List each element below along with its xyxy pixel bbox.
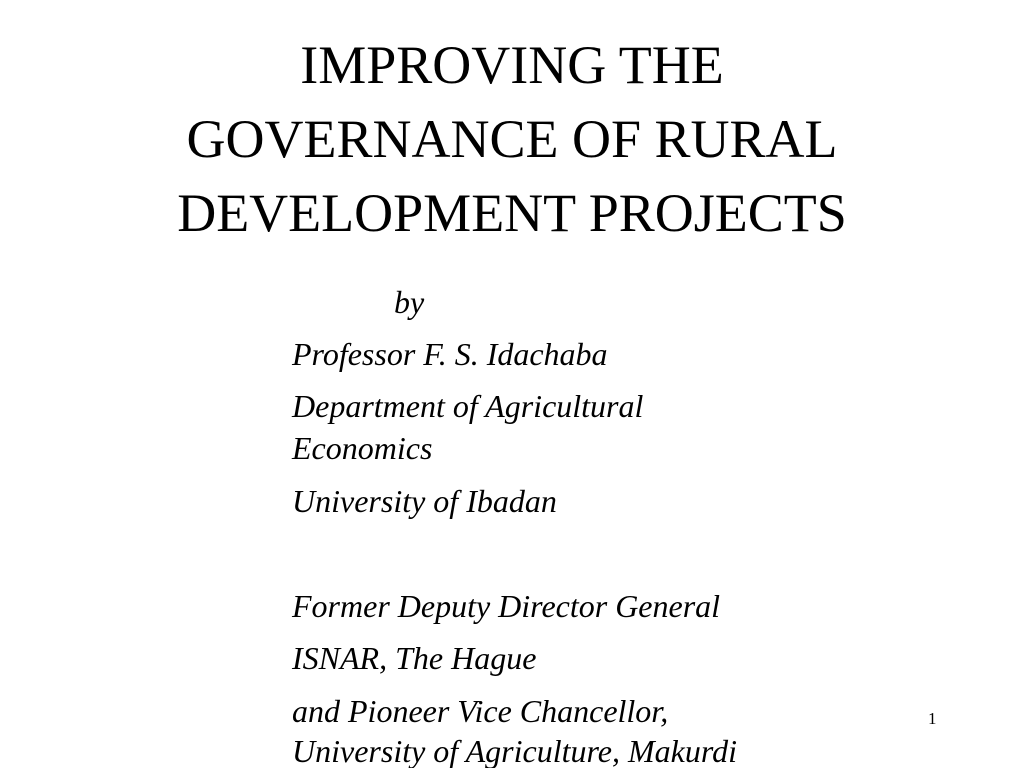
author-pioneer-line-1: and Pioneer Vice Chancellor, xyxy=(292,693,669,729)
author-name: Professor F. S. Idachaba xyxy=(292,336,608,372)
title-line-2: GOVERNANCE OF RURAL xyxy=(186,109,838,169)
author-department-line-2: Economics xyxy=(292,430,433,466)
title-line-3: DEVELOPMENT PROJECTS xyxy=(177,183,847,243)
title-line-1: IMPROVING THE xyxy=(300,35,724,95)
byline: by xyxy=(394,284,425,320)
slide-title xyxy=(0,28,1024,250)
author-pioneer-line-2: University of Agriculture, Makurdi xyxy=(292,733,737,768)
page-number: 1 xyxy=(928,709,937,728)
author-former-org: ISNAR, The Hague xyxy=(292,640,537,676)
author-university: University of Ibadan xyxy=(292,483,557,519)
author-department-line-1: Department of Agricultural xyxy=(292,388,644,424)
author-former-role: Former Deputy Director General xyxy=(292,588,721,624)
